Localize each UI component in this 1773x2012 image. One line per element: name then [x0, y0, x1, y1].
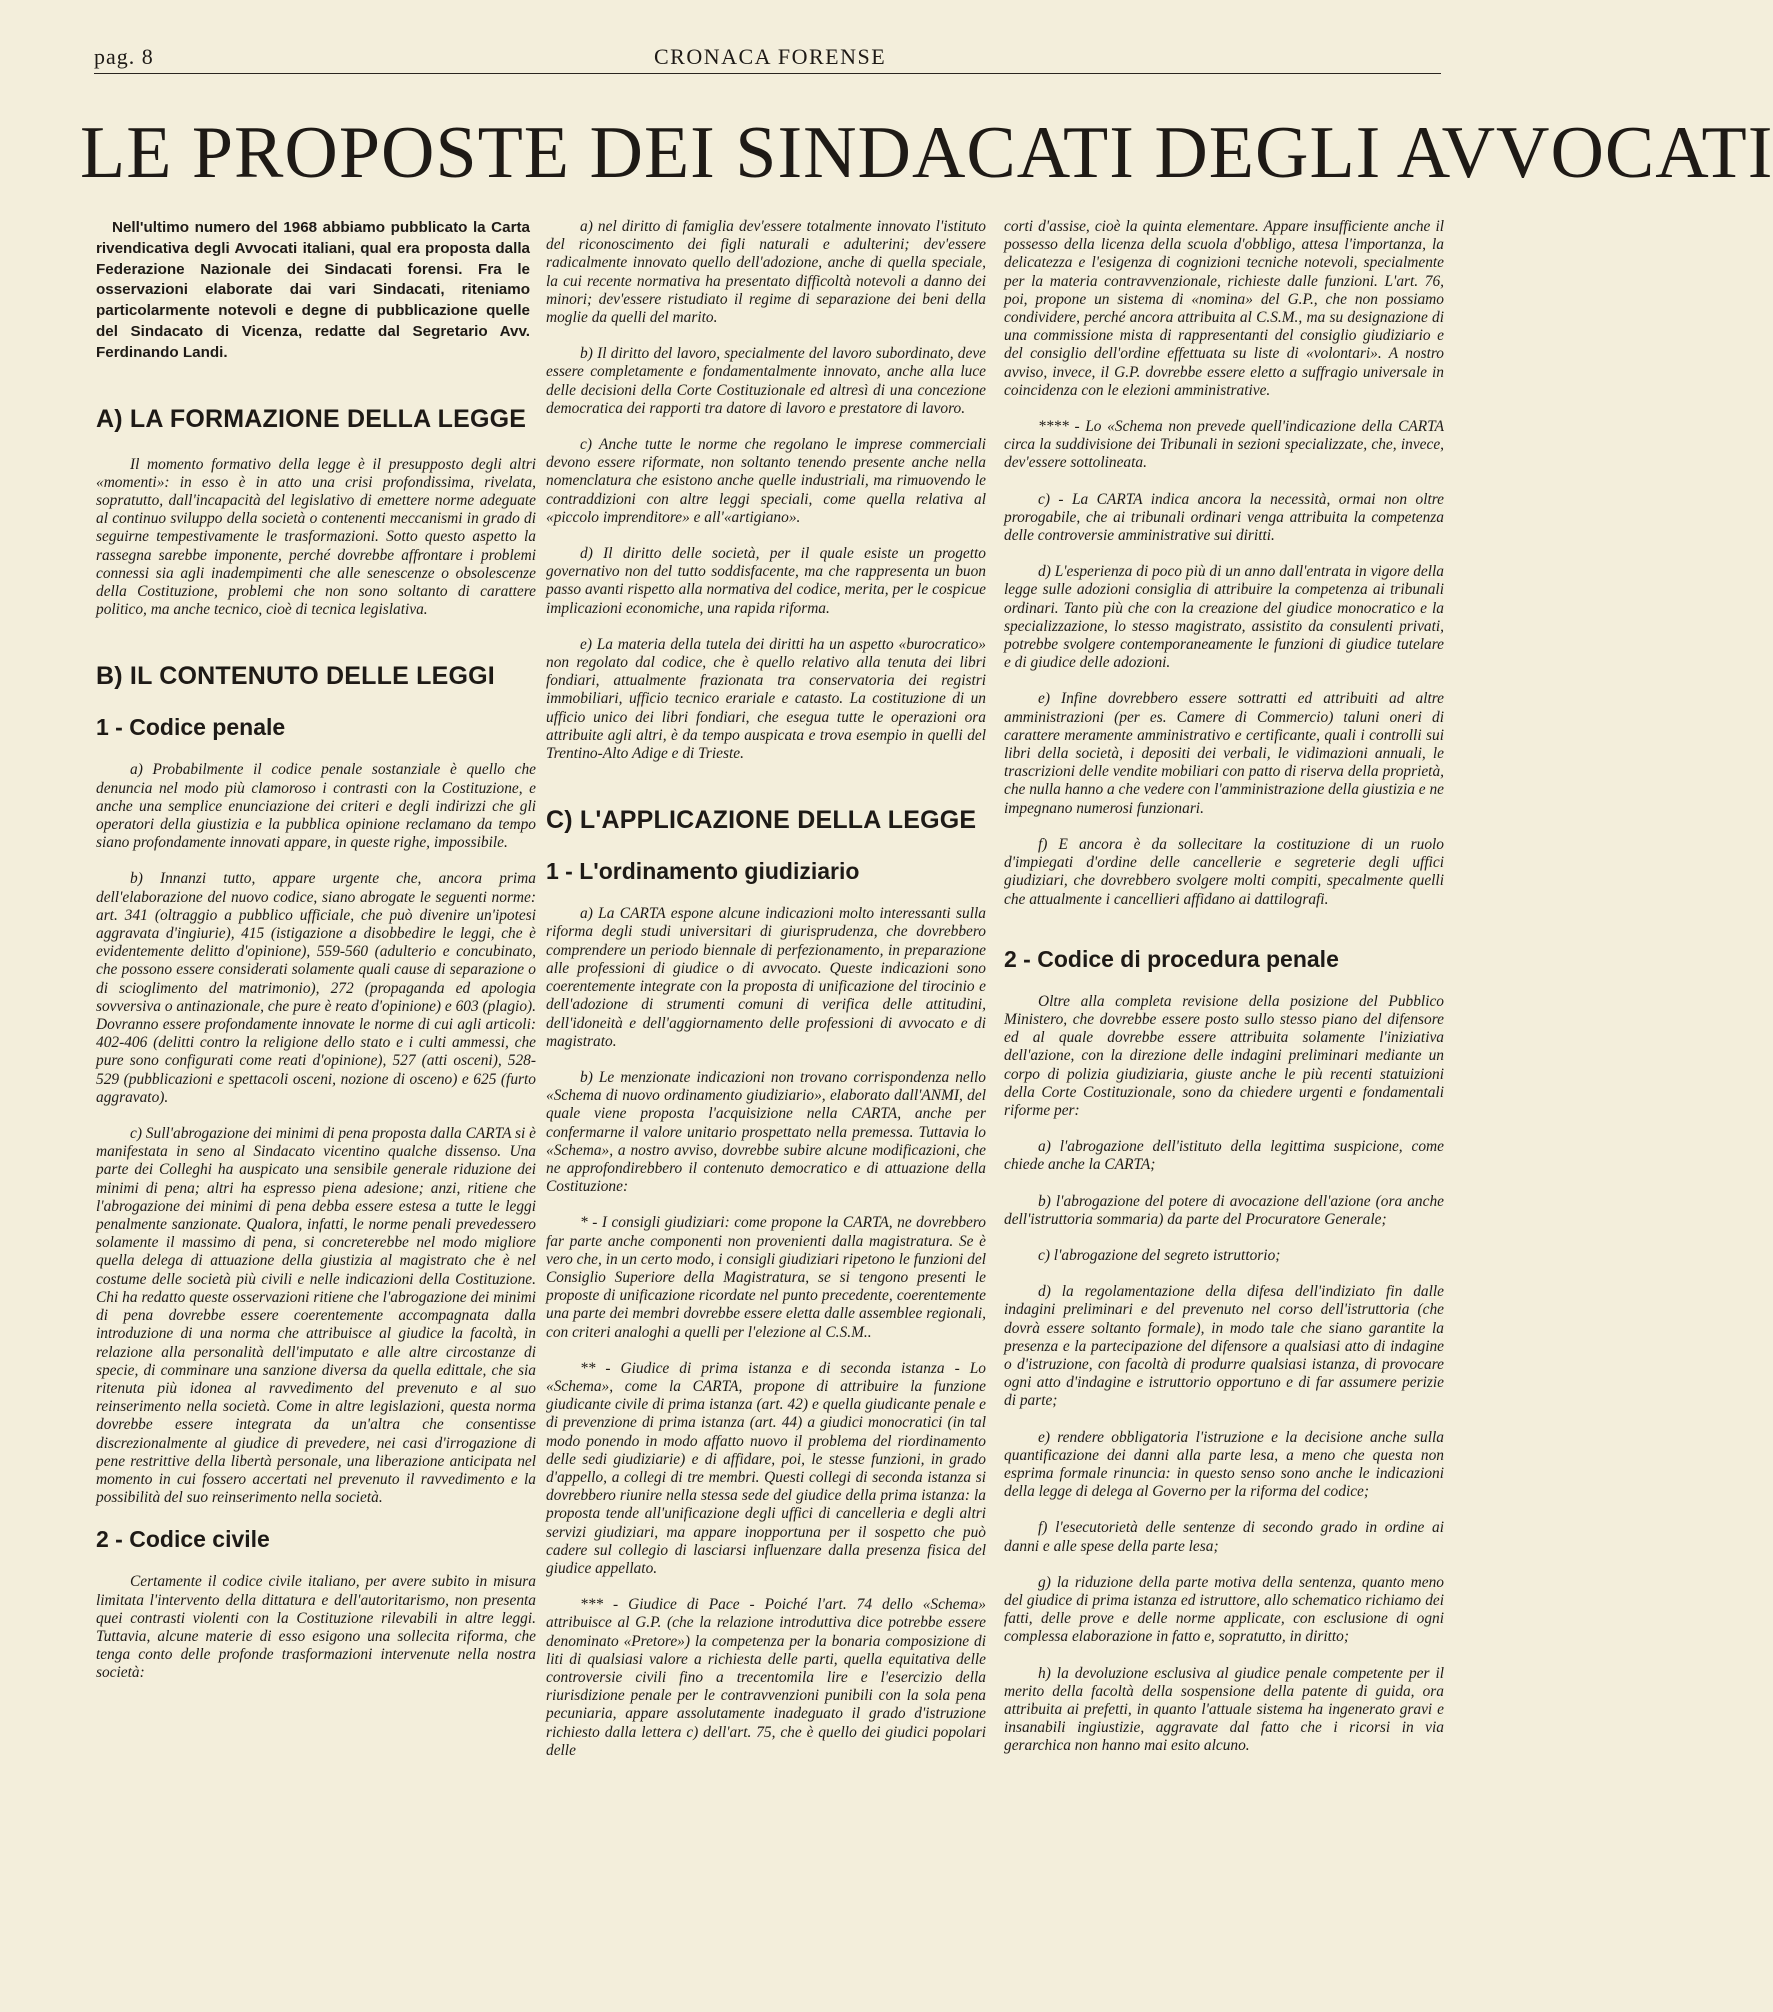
paragraph: a) La CARTA espone alcune indicazioni molto interessanti sulla riforma degli studi universitari di giurisprudenza, che dovrebbero comprendere un periodo biennale di perfezionamento, in preparazione alle professioni di giudice o di avvocato. Queste indicazioni sono coerentemente integrate con la proposta di unificazione del tirocinio e dell'adozione di strumenti comuni di verifica delle attitudini, dell'idoneità e dell'aggiornamento delle professioni di avvocato e di magistrato.	[546, 905, 986, 1050]
paragraph: a) l'abrogazione dell'istituto della legittima suspicione, come chiede anche la CARTA;	[1004, 1138, 1444, 1174]
subsection-heading-procedura-penale: 2 - Codice di procedura penale	[1004, 945, 1339, 972]
paragraph: c) l'abrogazione del segreto istruttorio;	[1038, 1246, 1281, 1264]
paragraph: c) Sull'abrogazione dei minimi di pena proposta dalla CARTA si è manifestata in seno al Sindacato vicentino qualche dissenso. Una parte dei Colleghi ha auspicato una sensibile generale riduzione dei minimi di pena; altri ha espresso piena adesione; anzi, ritiene che l'abrogazione dei minimi di pena debba essere estesa a tutte le leggi penalmente sanzionate. Qualora, infatti, le norme penali prevedessero solamente il massimo di pena, si concreterebbe nel modo migliore quella delega di attuazione della giustizia al magistrato che è nel costume delle società più civili e nelle indicazioni della Costituzione. Chi ha redatto queste osservazioni ritiene che l'abrogazione dei minimi di pena dovrebbe essere coerentemente accompagnata dalla introduzione di una norma che attribuisce al giudice la facoltà, in relazione alla personalità dell'imputato e alle altre circostanze di specie, di comminare una sanzione diversa da quella edittale, che sia ritenuta più idonea al ravvedimento del prevenuto e al suo reinserimento nella società. Come in altre legislazioni, questa norma dovrebbe essere integrata da un'altra che consentisse discrezionalmente al giudice di prevedere, nei casi d'irrogazione di pene restrittive della libertà personale, una liberazione anticipata nel momento in cui fossero accertati nel prevenuto il ravvedimento e la possibilità del suo reinserimento nella società.	[96, 1125, 536, 1507]
paragraph: b) Innanzi tutto, appare urgente che, ancora prima dell'elaborazione del nuovo codice, siano abrogate le seguenti norme: art. 341 (oltraggio a pubblico ufficiale, che può divenire un'ipotesi aggravata d'ingiurie), 415 (istigazione a disobbedire le leggi, che è evidentemente delitto d'opinione), 559-560 (adulterio e concubinato, che possono essere considerati solamente quali cause di separazione o di scioglimento del matrimonio), 272 (propaganda ed apologia sovversiva o antinazionale, che pure è reato d'opinione) e 603 (plagio). Dovranno essere profondamente innovate le norme di cui agli articoli: 402-406 (delitti contro la religione dello stato e i culti ammessi, che pure sono configurati come reati d'opinione), 527 (atti osceni), 528-529 (pubblicazioni e spettacoli osceni, nozione di osceno) e 625 (furto aggravato).	[96, 870, 536, 1106]
column-3	[1004, 218, 1444, 1774]
paragraph: ** - Giudice di prima istanza e di seconda istanza - Lo «Schema», come la CARTA, propone di attribuire la funzione giudicante civile di prima istanza (art. 42) e quella giudicante penale e di prevenzione di prima istanza (art. 44) a giudici monocratici (in tal modo ponendo in modo affatto nuovo il problema del riordinamento delle sedi giudiziarie) e di affidare, poi, le stesse funzioni, in grado d'appello, a collegi di tre membri. Questi collegi di seconda istanza si dovrebbero riunire nella stessa sede del giudice della prima istanza: la proposta tende all'unificazione degli uffici di cancelleria e degli altri servizi giudiziari, ma appare inopportuna per il sospetto che può cadere sul collegio di lasciarsi influenzare dalla presenza fisica del giudice appellato.	[546, 1359, 986, 1577]
section-heading-c: C) L'APPLICAZIONE DELLA LEGGE	[546, 806, 977, 835]
paragraph: h) la devoluzione esclusiva al giudice penale competente per il merito della facoltà della sospensione della patente di guida, ora attribuita ai prefetti, in quanto l'attuale sistema ha ingenerato gravi e insanabili ingiustizie, aggravate dal fatto che i ricorsi in via gerarchica non hanno mai esito alcuno.	[1004, 1664, 1444, 1755]
paragraph: corti d'assise, cioè la quinta elementare. Appare insufficiente anche il possesso della licenza della scuola d'obbligo, attesa l'importanza, la delicatezza e l'esigenza di cognizioni tecniche notevoli, specialmente per la materia contravvenzionale, richieste dalle funzioni. L'art. 76, poi, propone un sistema di «nomina» del G.P., che non possiamo condividere, perché ancora attribuita al C.S.M., ma su designazione di una commissione mista di rappresentanti del consiglio giudiziario e del consiglio dell'ordine effettuata su liste di «volontari». A nostro avviso, invece, il G.P. dovrebbe essere eletto a suffragio universale in coincidenza con le elezioni amministrative.	[1004, 218, 1444, 399]
paragraph: c) Anche tutte le norme che regolano le imprese commerciali devono essere riformate, non soltanto tenendo presente anche nella nomenclatura che esistono anche quelle industriali, ma rimuovendo le contraddizioni con altre leggi speciali, come quella relativa al «piccolo imprenditore» e all'«artigiano».	[546, 436, 986, 526]
paragraph: * - I consigli giudiziari: come propone la CARTA, ne dovrebbero far parte anche componenti non provenienti dalla magistratura. Se è vero che, in un certo modo, i consigli giudiziari ripetono le funzioni del Consiglio Superiore della Magistratura, se si tengono presenti le proposte di unificazione ricordate nel punto precedente, coerentemente una parte dei membri dovrebbe essere eletta dalle assemblee regionali, con criteri analoghi a quelli per l'elezione al C.S.M..	[546, 1214, 986, 1341]
paragraph: *** - Giudice di Pace - Poiché l'art. 74 dello «Schema» attribuisce al G.P. (che la relazione introduttiva dice potrebbe essere denominato «Pretore») la competenza per la bonaria composizione di liti di qualsiasi valore a richiesta delle parti, quella equitativa delle controversie civili fino a trecentomila lire e l'esercizio della riurisdizione penale per le contravvenzioni punibili con la sola pena pecuniaria, appare assolutamente inadeguato il grado d'istruzione richiesto dalla lettera c) dell'art. 75, che è quello dei giudici popolari delle	[546, 1596, 986, 1759]
paragraph: b) l'abrogazione del potere di avocazione dell'azione (ora anche dell'istruttoria sommaria) da parte del Procuratore Generale;	[1004, 1192, 1444, 1228]
paragraph: f) E ancora è da sollecitare la costituzione di un ruolo d'impiegati d'ordine delle cancellerie e segreterie degli uffici giudiziari, che dovrebbero svolgere molti compiti, specalmente quelli che attualmente i cancellieri affidano ai dattilografi.	[1004, 835, 1444, 908]
paragraph: d) la regolamentazione della difesa dell'indiziato fin dalle indagini preliminari e del prevenuto nel corso dell'istruttoria (che dovrà essere soltanto formale), in modo tale che siano garantite la presenza e la partecipazione del difensore a qualsiasi atto di indagine o d'istruzione, con facoltà di produrre qualsiasi istanza, di provocare ogni atto d'indagine e istruttorio opportuno e di far assumere perizie di parte;	[1004, 1283, 1444, 1410]
paragraph: b) Il diritto del lavoro, specialmente del lavoro subordinato, deve essere completamente e fondamentalmente innovato, anche alla luce delle decisioni della Corte Costituzionale ed altresì di una concezione democratica dei rapporti tra datore di lavoro e prestatore di lavoro.	[546, 345, 986, 417]
paragraph: Il momento formativo della legge è il presupposto degli altri «momenti»: in esso è in atto una crisi profondissima, rivelata, sopratutto, dall'incapacità del legislativo di emettere norme adeguate al continuo sviluppo della società o contenenti meccanismi in grado di seguirne tempestivamente le trasformazioni. Sotto questo aspetto la rassegna sarebbe imponente, perché dovrebbe affrontare i problemi connessi sia agli inadempimenti che alle senescenze o obsolescenze della Costituzione, problemi che non sono soltanto di carattere politico, ma anche tecnico, cioè di tecnica legislativa.	[96, 455, 536, 619]
page-number: pag. 8	[94, 44, 154, 69]
subsection-heading-codice-civile: 2 - Codice civile	[96, 1526, 270, 1553]
column-2	[546, 218, 986, 1778]
paragraph: **** - Lo «Schema non prevede quell'indicazione della CARTA circa la suddivisione dei Tribunali in sezioni specializzate, che, invece, dev'essere sottolineata.	[1004, 418, 1444, 472]
section-heading-a: A) LA FORMAZIONE DELLA LEGGE	[96, 404, 527, 433]
paragraph: d) L'esperienza di poco più di un anno dall'entrata in vigore della legge sulle adozioni consiglia di attribuire la competenza ai tribunali ordinari. Tanto più che con la creazione del giudice monocratico e la specializzazione, lo stesso magistrato, assistito da consulenti privati, potrebbe svolgere contemporaneamente le funzioni di giudice tutelare e di giudice delle adozioni.	[1004, 563, 1444, 672]
paragraph: a) nel diritto di famiglia dev'essere totalmente innovato l'istituto del riconoscimento dei figli naturali e adulterini; dev'essere radicalmente innovato quello dell'adozione, anche di quella speciale, la cui recente normativa ha presentato difficoltà notevoli a danno dei minori; dev'essere ristudiato il regime di separazione dei beni della moglie da quelli del marito.	[546, 218, 986, 327]
paragraph: e) La materia della tutela dei diritti ha un aspetto «burocratico» non regolato dal codice, che è quello relativo alla tenuta dei libri fondiari, attualmente frazionata tra conservatoria dei registri immobiliari, ufficio tecnico erariale e catasto. La costituzione di un ufficio unico dei libri fondiari, che esegua tutte le operazioni ora attribuite agli altri, è da tempo auspicata e trova esempio in quelli del Trentino-Alto Adige e di Trieste.	[546, 635, 986, 763]
paragraph: e) rendere obbligatoria l'istruzione e la decisione anche sulla quantificazione dei danni alla parte lesa, a meno che questa non esprima formale rinuncia: in questo senso sono anche le indicazioni della legge di delega al Governo per la riforma del codice;	[1004, 1428, 1444, 1501]
article-title: LE PROPOSTE DEI SINDACATI DEGLI AVVOCATI	[80, 112, 1773, 194]
journal-name: CRONACA FORENSE	[654, 44, 887, 69]
paragraph: g) la riduzione della parte motiva della sentenza, quanto meno del giudice di prima istanza ed istruttore, allo schematico richiamo dei fatti, delle prove e delle norme applicate, con esclusione di ogni complessa elaborazione in fatto e, sopratutto, in diritto;	[1004, 1573, 1444, 1646]
header-rule	[94, 73, 1441, 74]
subsection-heading-ordinamento: 1 - L'ordinamento giudiziario	[546, 858, 860, 885]
running-header	[94, 44, 1441, 74]
subsection-heading-codice-penale: 1 - Codice penale	[96, 714, 286, 741]
paragraph: Certamente il codice civile italiano, per avere subito in misura limitata l'intervento della dittatura e dell'autoritarismo, non presenta quei contrasti violenti con la Costituzione rilevabili in altre leggi. Tuttavia, alcune materie di esso esigono una sollecita riforma, che tenga conto delle profonde trasformazioni intervenute nella nostra società:	[96, 1573, 536, 1682]
paragraph: c) - La CARTA indica ancora la necessità, ormai non oltre prorogabile, che ai tribunali ordinari venga attribuita la competenza delle controversie amministrative sui diritti.	[1004, 490, 1444, 545]
column-1	[96, 218, 536, 1701]
paragraph: f) l'esecutorietà delle sentenze di secondo grado in ordine ai danni e alle spese della parte lesa;	[1004, 1519, 1444, 1555]
paragraph: a) Probabilmente il codice penale sostanziale è quello che denuncia nel modo più clamoroso i contrasti con la Costituzione, e anche una semplice enunciazione dei criteri e degli indirizzi che gli operatori della giustizia e la pubblica opinione reclamano da tempo siano profondamente innovati appare, in queste righe, impossibile.	[96, 761, 536, 852]
intro-paragraph: Nell'ultimo numero del 1968 abbiamo pubblicato la Carta rivendicativa degli Avvocati italiani, qual era proposta dalla Federazione Nazionale dei Sindacati forensi. Fra le osservazioni elaborate dai vari Sindacati, riteniamo particolarmente notevoli e degne di pubblicazione quelle del Sindacato di Vicenza, redatte dal Segretario Avv. Ferdinando Landi.	[96, 219, 530, 361]
section-heading-b: B) IL CONTENUTO DELLE LEGGI	[96, 662, 495, 691]
paragraph: b) Le menzionate indicazioni non trovano corrispondenza nello «Schema di nuovo ordinamento giudiziario», elaborato dall'ANMI, del quale viene proposta l'acquisizione nella CARTA, anche per confermarne il valore unitario prospettato nella premessa. Tuttavia lo «Schema», a nostro avviso, dovrebbe subire alcune modificazioni, che ne approfondirebbero il contenuto democratico e di attuazione della Costituzione:	[546, 1068, 986, 1196]
paragraph: e) Infine dovrebbero essere sottratti ed attribuiti ad altre amministrazioni (per es. Camere di Commercio) taluni oneri di carattere meramente amministrativo e certificante, quali i controlli sui libri della società, i depositi dei verbali, le vidimazioni annuali, le trascrizioni delle vendite mobiliari con patto di riserva della proprietà, che nulla hanno a che vedere con l'amministrazione della giustizia e ne impegnano numerosi funzionari.	[1004, 690, 1444, 817]
paragraph: d) Il diritto delle società, per il quale esiste un progetto governativo non del tutto soddisfacente, ma che rappresenta un buon passo avanti rispetto alla normativa del codice, merita, per le cospicue implicazioni economiche, una rapida riforma.	[546, 545, 986, 617]
paragraph: Oltre alla completa revisione della posizione del Pubblico Ministero, che dovrebbe essere posto sullo stesso piano del difensore ed al quale dovrebbe essere attribuita solamente l'iniziativa dell'azione, con la direzione delle indagini preliminari mediante un corpo di polizia giudiziaria, giuste anche le più recenti statuizioni della Corte Costituzionale, sono da chiedere urgenti e fondamentali riforme per:	[1004, 992, 1444, 1119]
